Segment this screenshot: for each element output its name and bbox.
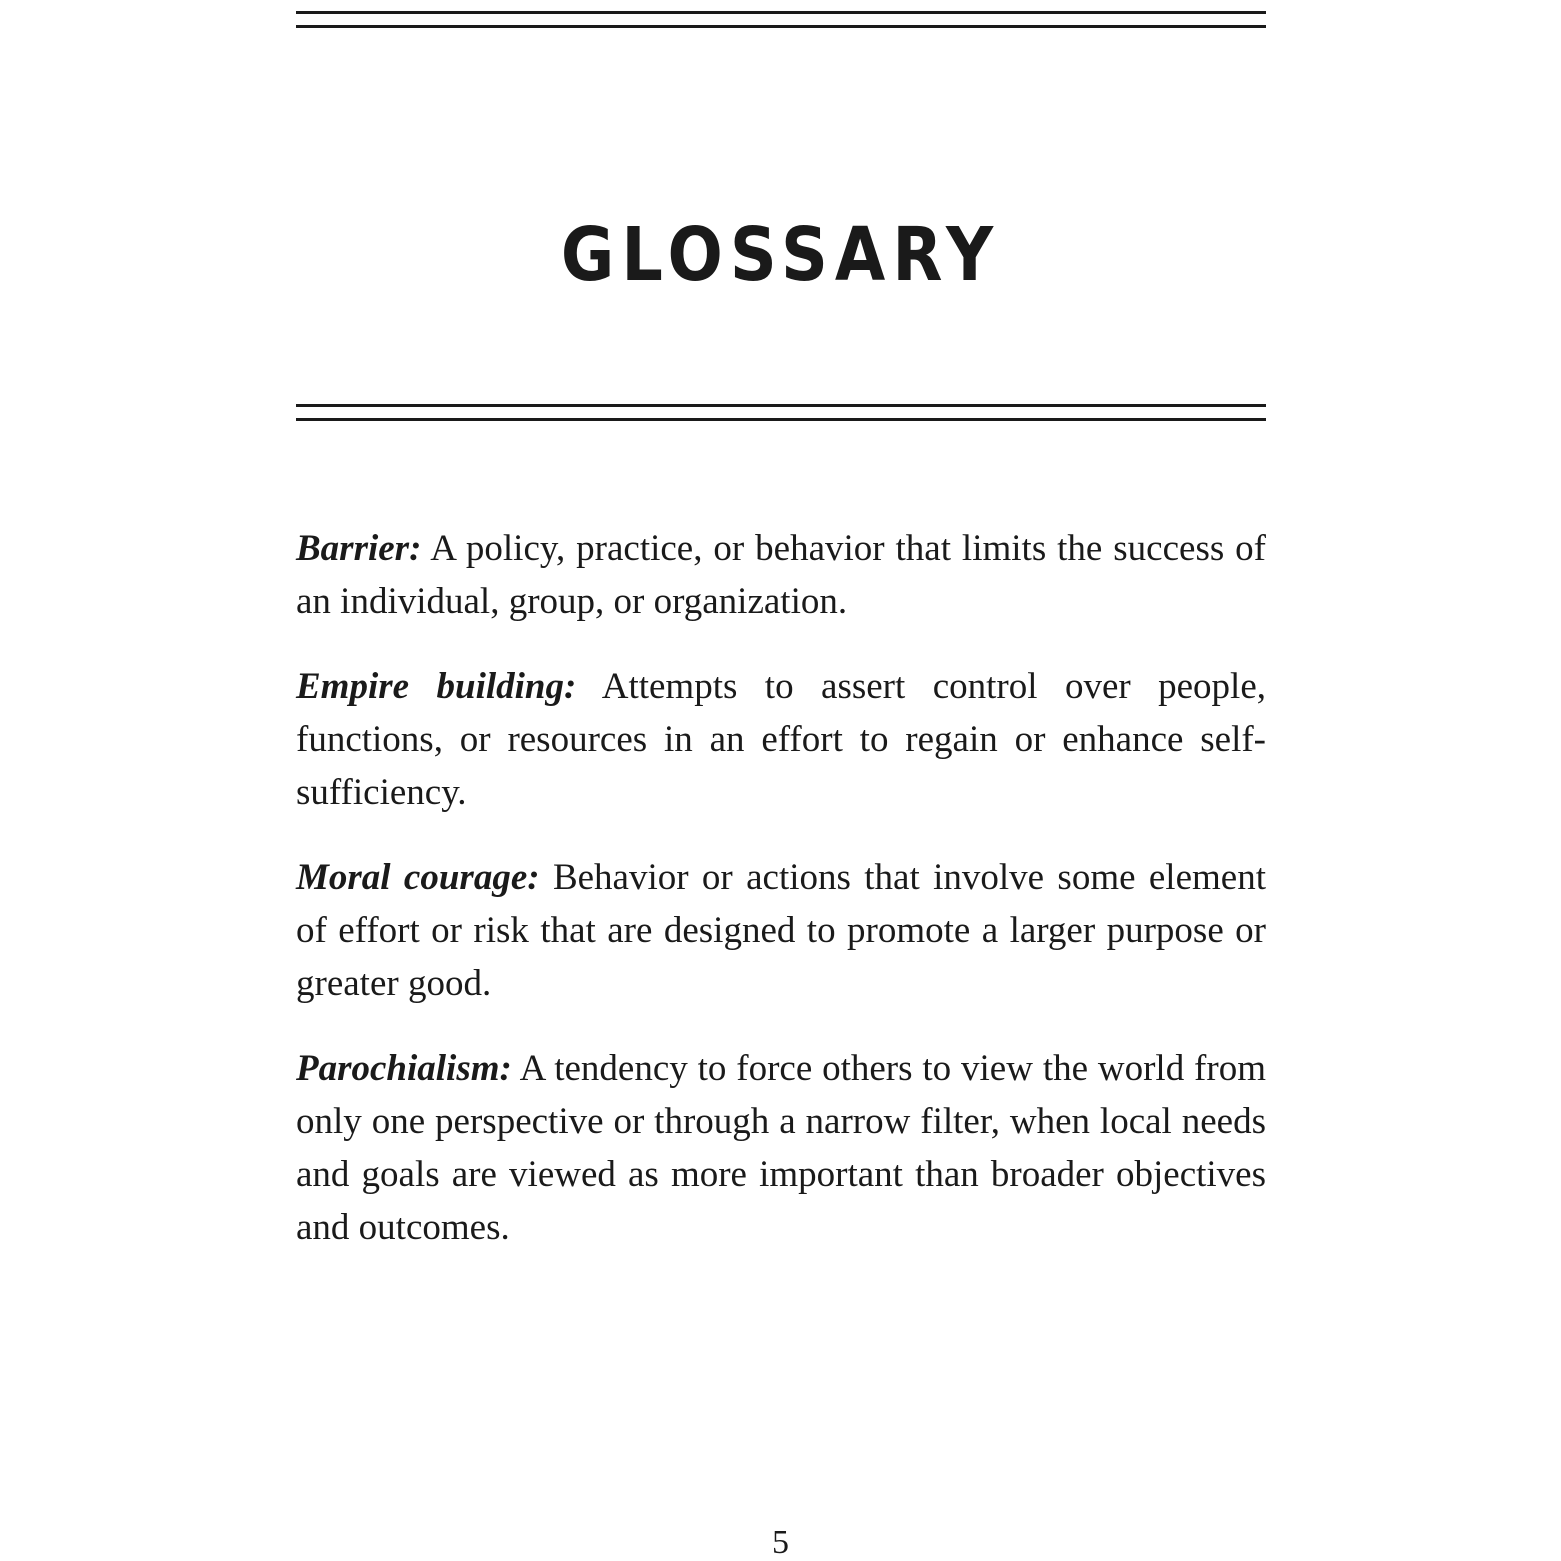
top-rule-line-1	[296, 11, 1266, 14]
page-title: GLOSSARY	[560, 211, 1001, 298]
top-double-rule	[296, 11, 1266, 31]
glossary-term: Parochialism:	[296, 1048, 512, 1089]
mid-rule-line-2	[296, 418, 1266, 421]
glossary-term: Moral courage:	[296, 857, 540, 898]
glossary-entry-empire-building	[296, 660, 1266, 819]
page-number: 5	[772, 1524, 789, 1561]
glossary-entry-moral-courage	[296, 851, 1266, 1010]
top-rule-line-2	[296, 25, 1266, 28]
title-bottom-double-rule	[296, 404, 1266, 424]
glossary-term: Barrier:	[296, 528, 422, 569]
glossary-definition: Attempts to assert control over people, functions, or resources in an effort to regain or enhance self-sufficiency.	[296, 666, 1266, 813]
glossary-definition: A policy, practice, or behavior that limits the success of an individual, group, or organization.	[296, 528, 1266, 622]
glossary-list	[296, 522, 1266, 1286]
glossary-definition: A tendency to force others to view the world from only one perspective or through a narrow filter, when local needs and goals are viewed as more important than broader objectives and outcomes.	[296, 1048, 1266, 1248]
glossary-entry-parochialism	[296, 1042, 1266, 1254]
glossary-term: Empire building:	[296, 666, 577, 707]
glossary-definition: Behavior or actions that involve some element of effort or risk that are designed to promote a larger purpose or greater good.	[296, 857, 1266, 1004]
mid-rule-line-1	[296, 404, 1266, 407]
glossary-entry-barrier	[296, 522, 1266, 628]
